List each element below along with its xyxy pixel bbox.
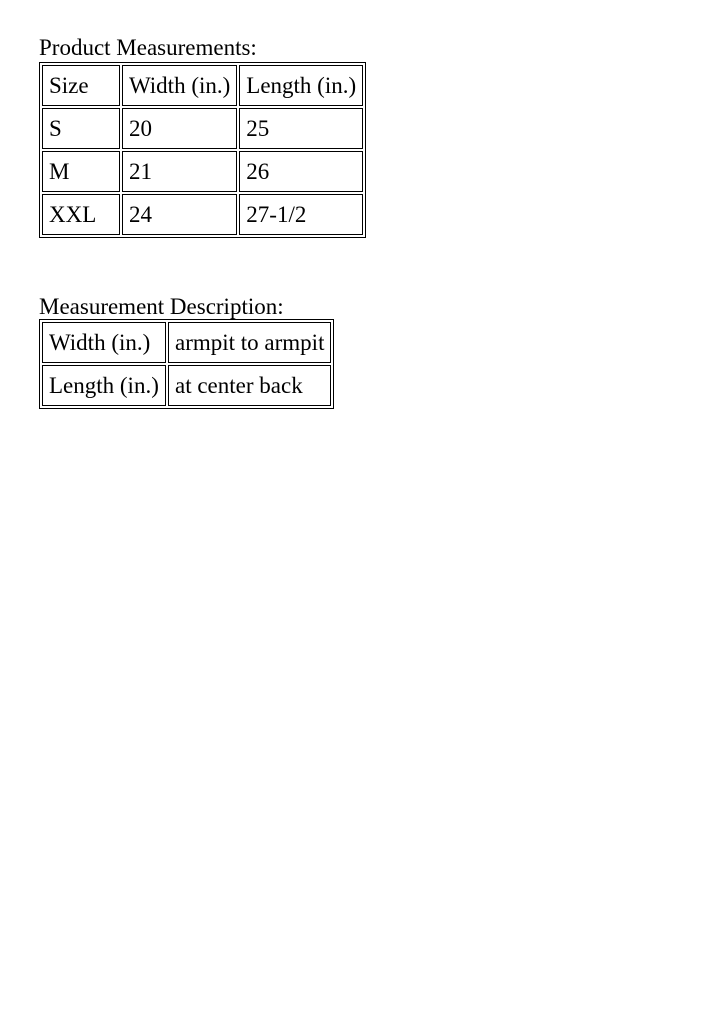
size-cell: M bbox=[42, 151, 120, 192]
length-cell: 27-1/2 bbox=[239, 194, 363, 235]
table-row bbox=[42, 322, 331, 363]
width-cell: 24 bbox=[122, 194, 237, 235]
header-size: Size bbox=[42, 65, 120, 106]
measure-name-cell: Width (in.) bbox=[42, 322, 166, 363]
table-row bbox=[42, 194, 363, 235]
header-width: Width (in.) bbox=[122, 65, 237, 106]
header-length: Length (in.) bbox=[239, 65, 363, 106]
table-row bbox=[42, 365, 331, 406]
measurement-description-table bbox=[39, 319, 334, 409]
measure-name-cell: Length (in.) bbox=[42, 365, 166, 406]
width-cell: 20 bbox=[122, 108, 237, 149]
table-row bbox=[42, 108, 363, 149]
size-cell: XXL bbox=[42, 194, 120, 235]
size-cell: S bbox=[42, 108, 120, 149]
measure-description-cell: at center back bbox=[168, 365, 331, 406]
measurement-description-title: Measurement Description: bbox=[39, 294, 284, 319]
measure-description-cell: armpit to armpit bbox=[168, 322, 331, 363]
table-row bbox=[42, 151, 363, 192]
length-cell: 25 bbox=[239, 108, 363, 149]
width-cell: 21 bbox=[122, 151, 237, 192]
product-measurements-title: Product Measurements: bbox=[39, 35, 257, 60]
product-measurements-table bbox=[39, 62, 366, 238]
length-cell: 26 bbox=[239, 151, 363, 192]
table-header-row bbox=[42, 65, 363, 106]
